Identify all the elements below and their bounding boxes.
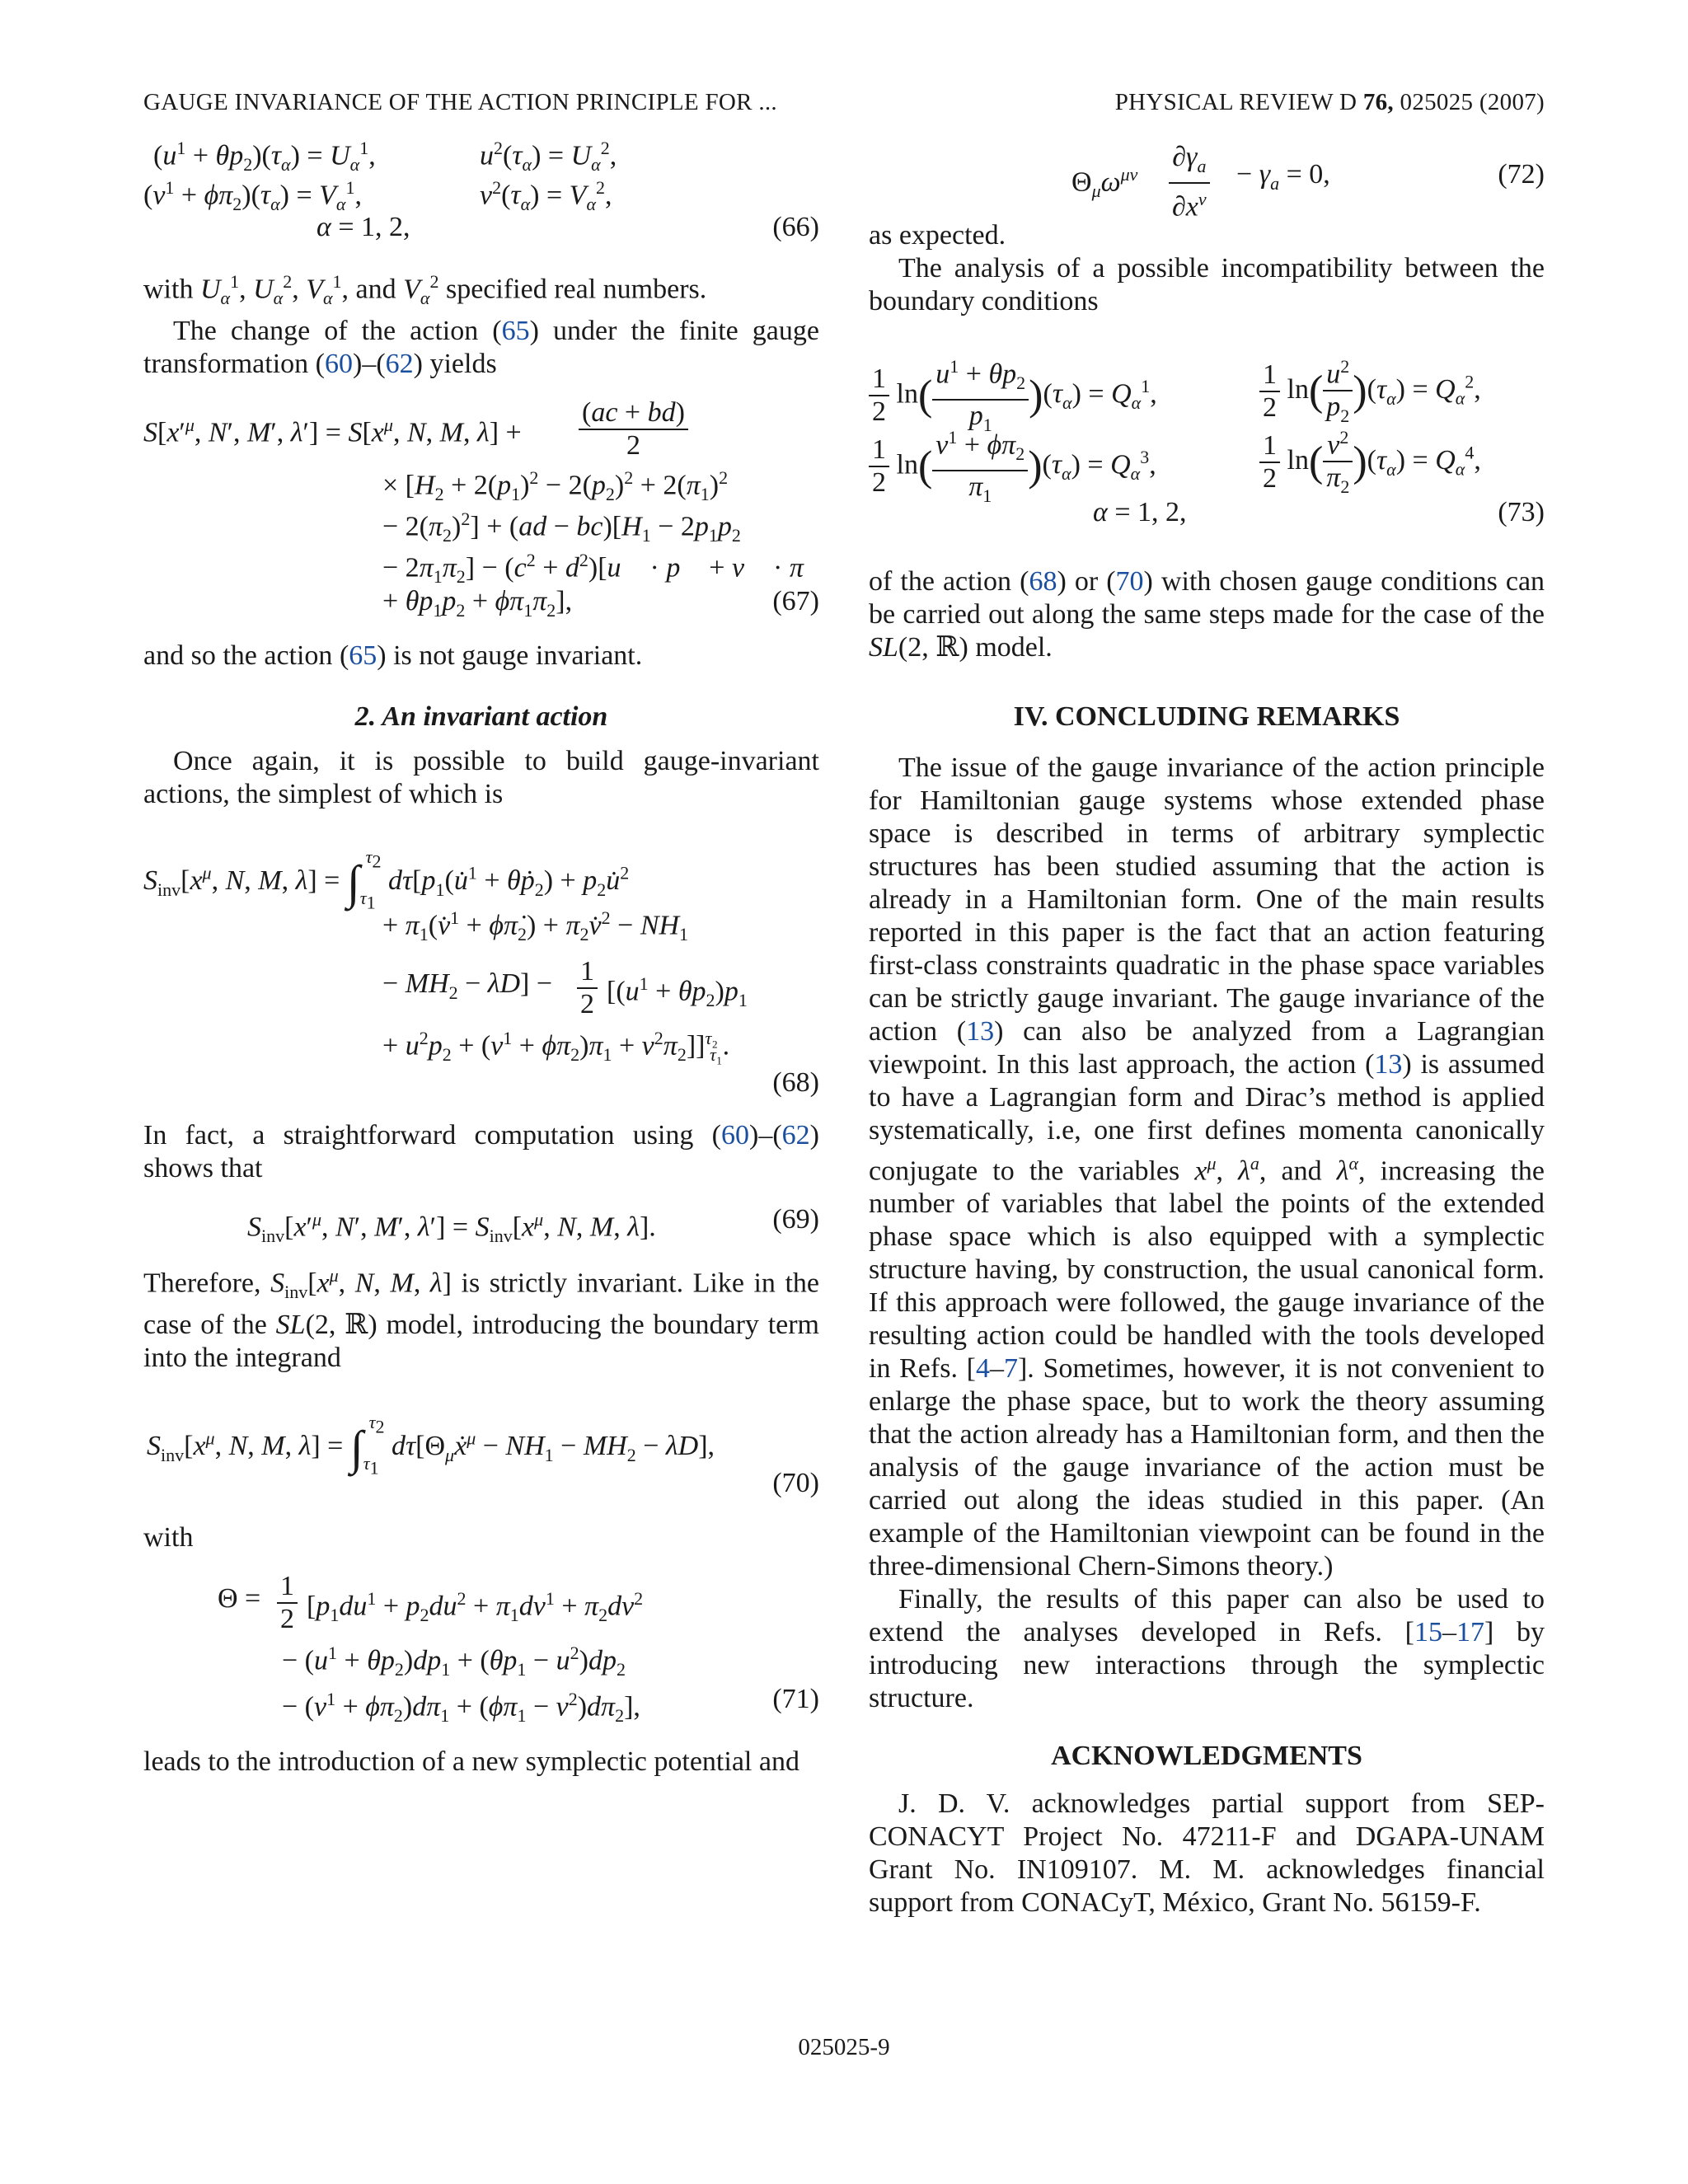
ref-citation-15[interactable]: 15 [1414,1617,1442,1648]
right-column [869,132,1545,1919]
equation-67: $S[x'^\mu$, N′, M′, $\lambda'] = S[x^\mu$, N, M, λ] + $\frac{(ac + bd)}{2}$ × [$H_2 + 2(p_1)^2 - 2(p_2)^2 + 2(\pi_1)^2$ − $2(\pi_2)^2] + (ad - bc)[H_1 - 2p_1p_2$ − $2\pi_1\pi_2] - (c^2$ + $d^2)[u⃗$ · p⃗ + v⃗ · π⃗ + $\theta p_1p_2 + \phi\pi_1\pi_2$], (67) [143,397,826,621]
paragraph-acknowledgments: J. D. V. acknowledges partial support from SEP-CONACYT Project No. 47211-F and DGAPA-UNAM Grant No. IN109107. M. M. acknowledges financial support from CONACyT, México, Grant No. 56159-F. [869,1788,1545,1919]
ref-eq-62[interactable]: 62 [385,349,414,380]
paragraph-change-of-action: The change of the action (65) under the finite gauge transformation (60)–(62) yields [143,316,819,380]
equation-number: (68) [772,1067,819,1099]
paragraph-finally: Finally, the results of this paper can also be used to extend the analyses developed in Refs. [15–17] by introducing new interactions through the symplectic structure. [869,1584,1545,1714]
equation-number: (66) [772,212,819,242]
running-header-journal: PHYSICAL REVIEW D 76, 025025 (2007) [1114,89,1545,115]
ref-eq-70[interactable]: 70 [1115,566,1144,597]
section-heading-concluding-remarks: IV. CONCLUDING REMARKS [1013,701,1400,732]
equation-number: (70) [772,1468,819,1499]
paragraph-concluding-remarks: The issue of the gauge invariance of the action principle for Hamiltonian gauge systems whose extended phase space is described in terms of arbitrary symplectic structures has been studied assuming that the action is already in a Hamiltonian form. One of the main results reported in this paper is the fact that an action featuring first-class constraints quadratic in the phase space variables can be strictly gauge invariant. The gauge invariance of the action (13) can also be analyzed from a Lagrangian viewpoint. In this last approach, the action (13) is assumed to have a Lagrangian form and Dirac’s method is applied systematically, i.e, one first defines momenta canonically conjugate to the variables $x^\mu$, $\lambda^a$, and $\lambda^\alpha$, increasing the number of variables that label the points of the extended phase space which is also equipped with a symplectic structure having, by construction, the usual canonical form. If this approach were followed, the gauge invariance of the resulting action could be handled with the tools developed in Refs. [4–7]. Sometimes, however, it is not convenient to enlarge the phase space, but to work the theory assuming that the action already has a Hamiltonian form, and then the analysis of the gauge invariance of the action must be carried out along the ideas studied in this paper. (An example of the Hamiltonian viewpoint can be found in the three-dimensional Chern-Simons theory.) [869,752,1545,1582]
paragraph-analysis: The analysis of a possible incompatibility between the boundary conditions [869,253,1545,316]
paragraph-with: with [143,1522,194,1554]
paragraph-not-invariant: and so the action (65) is not gauge invariant. [143,640,643,672]
equation-69: $S_{inv}[x'^\mu$, N′, M′, $\lambda'] = S_{inv}[x^\mu$, N, M, λ]. (69) [247,1204,819,1247]
subsection-heading: 2. An invariant action [354,701,608,733]
paragraph-as-expected: as expected. [869,220,1006,251]
paragraph-leads: leads to the introduction of a new symplectic potential and [143,1746,799,1778]
ref-citation-4[interactable]: 4 [975,1353,990,1385]
equation-70: $S_{inv}[x^\mu$, N, M, $\lambda] = \int_{\tau_1}^{\tau_2}$ $d\tau[\Theta_\mu ẋ^\mu - NH_1 - MH_2 - \lambda D]$, (70) [147,1412,819,1499]
ref-eq-13[interactable]: 13 [966,1016,995,1047]
ref-citation-7[interactable]: 7 [1003,1353,1018,1385]
equation-73: $\frac{1}{2}$ ln( $\frac{u^1 + \theta p_2}{p_1}$ )$(\tau_\alpha) = Q_\alpha^1$, $\frac{1}{2}$ ln( $\frac{u^2}{p_2}$ )$(\tau_\alpha) = Q_\alpha^2$, $\frac{1}{2}$ ln( $\frac{v^1 + \phi\pi_2}{\pi_1}$ )$(\tau_\alpha) = Q_\alpha^3$, $\frac{1}{2}$ ln( $\frac{v^2}{\pi_2}$ )$(\tau_\alpha) = Q_\alpha^4$, α = 1, 2, (73) [869,351,1545,529]
ref-eq-60[interactable]: 60 [325,349,353,380]
paragraph-therefore: Therefore, $S_{inv}[x^\mu$, N, M, λ] is strictly invariant. Like in the case of the SL(2, ℝ) model, introducing the boundary term into the integrand [143,1265,820,1374]
equation-number: (73) [1498,497,1545,527]
paragraph-once-again: Once again, it is possible to build gauge-invariant actions, the simplest of which is [143,746,819,810]
equation-66: $(u^1 + \theta p_2)(\tau_\alpha) = U_\alpha^1$, $u^2(\tau_\alpha) = U_\alpha^2$, $(v^1 + \phi\pi_2)(\tau_\alpha) = V_\alpha^1$, $v^2(\tau_\alpha) = V_\alpha^2$, α = 1, 2, (66) [143,138,819,242]
ref-citation-17[interactable]: 17 [1456,1617,1484,1648]
equation-number: (67) [772,586,819,617]
equation-number: (71) [772,1684,819,1715]
equation-72: $\Theta_\mu\omega^{\mu\nu}$ $\frac{\partial\gamma_a}{\partial x^\nu}$ − $\gamma_a = 0$, (72) [1071,142,1545,223]
page-footer-id: 025025-9 [798,2034,890,2060]
equation-number: (72) [1498,159,1545,190]
equation-71: Θ = $\frac{1}{2}$ [$p_1du^1 + p_2du^2 + \pi_1dv^1 + \pi_2dv^2$ − $(u^1 + \theta p_2)dp_1 + (\theta p_1 - u^2)dp_2$ − $(v^1 + \phi\pi_2)d\pi_1 + (\phi\pi_1 - v^2)d\pi_2$], (71) [218,1571,819,1727]
equation-number: (69) [772,1204,819,1235]
section-heading-acknowledgments: ACKNOWLEDGMENTS [1051,1741,1362,1772]
ref-eq-62[interactable]: 62 [781,1120,810,1151]
ref-eq-68[interactable]: 68 [1029,566,1057,597]
paragraph-in-fact: In fact, a straightforward computation using (60)–(62) shows that [143,1120,819,1184]
ref-eq-13[interactable]: 13 [1374,1049,1403,1080]
running-header-title: GAUGE INVARIANCE OF THE ACTION PRINCIPLE FOR ... [143,89,777,115]
equation-68: $S_{inv}[x^\mu$, N, M, $\lambda] = \int_{\tau_1}^{\tau_2}$ $d\tau[p_1(u̇^1$ + θṗ$_2$) + $p_2u̇^2$ + $\pi_1(v̇^1$ + $\phi\pi̇_2$) + $\pi_2v̇^2 - NH_1$ − $MH_2 - \lambda D$] − $\frac{1}{2}$ [$(u^1 + \theta p_2)p_1$ + $u^2p_2 + (v^1 + \phi\pi_2)\pi_1 + v^2\pi_2]]^{\tau_2}_{\tau_1}$. (68) [143,846,819,1099]
paragraph-of-the-action: of the action (68) or (70) with chosen gauge conditions can be carried out along the same steps made for the case of the SL(2, ℝ) model. [869,566,1545,663]
ref-eq-60[interactable]: 60 [721,1120,750,1151]
ref-eq-65[interactable]: 65 [349,640,377,672]
left-column [143,132,826,1779]
ref-eq-65[interactable]: 65 [501,316,530,347]
paragraph-with-u: with $U_\alpha^1$, $U_\alpha^2$, $V_\alpha^1$, and $V_\alpha^2$ specified real numbers. [143,271,707,309]
